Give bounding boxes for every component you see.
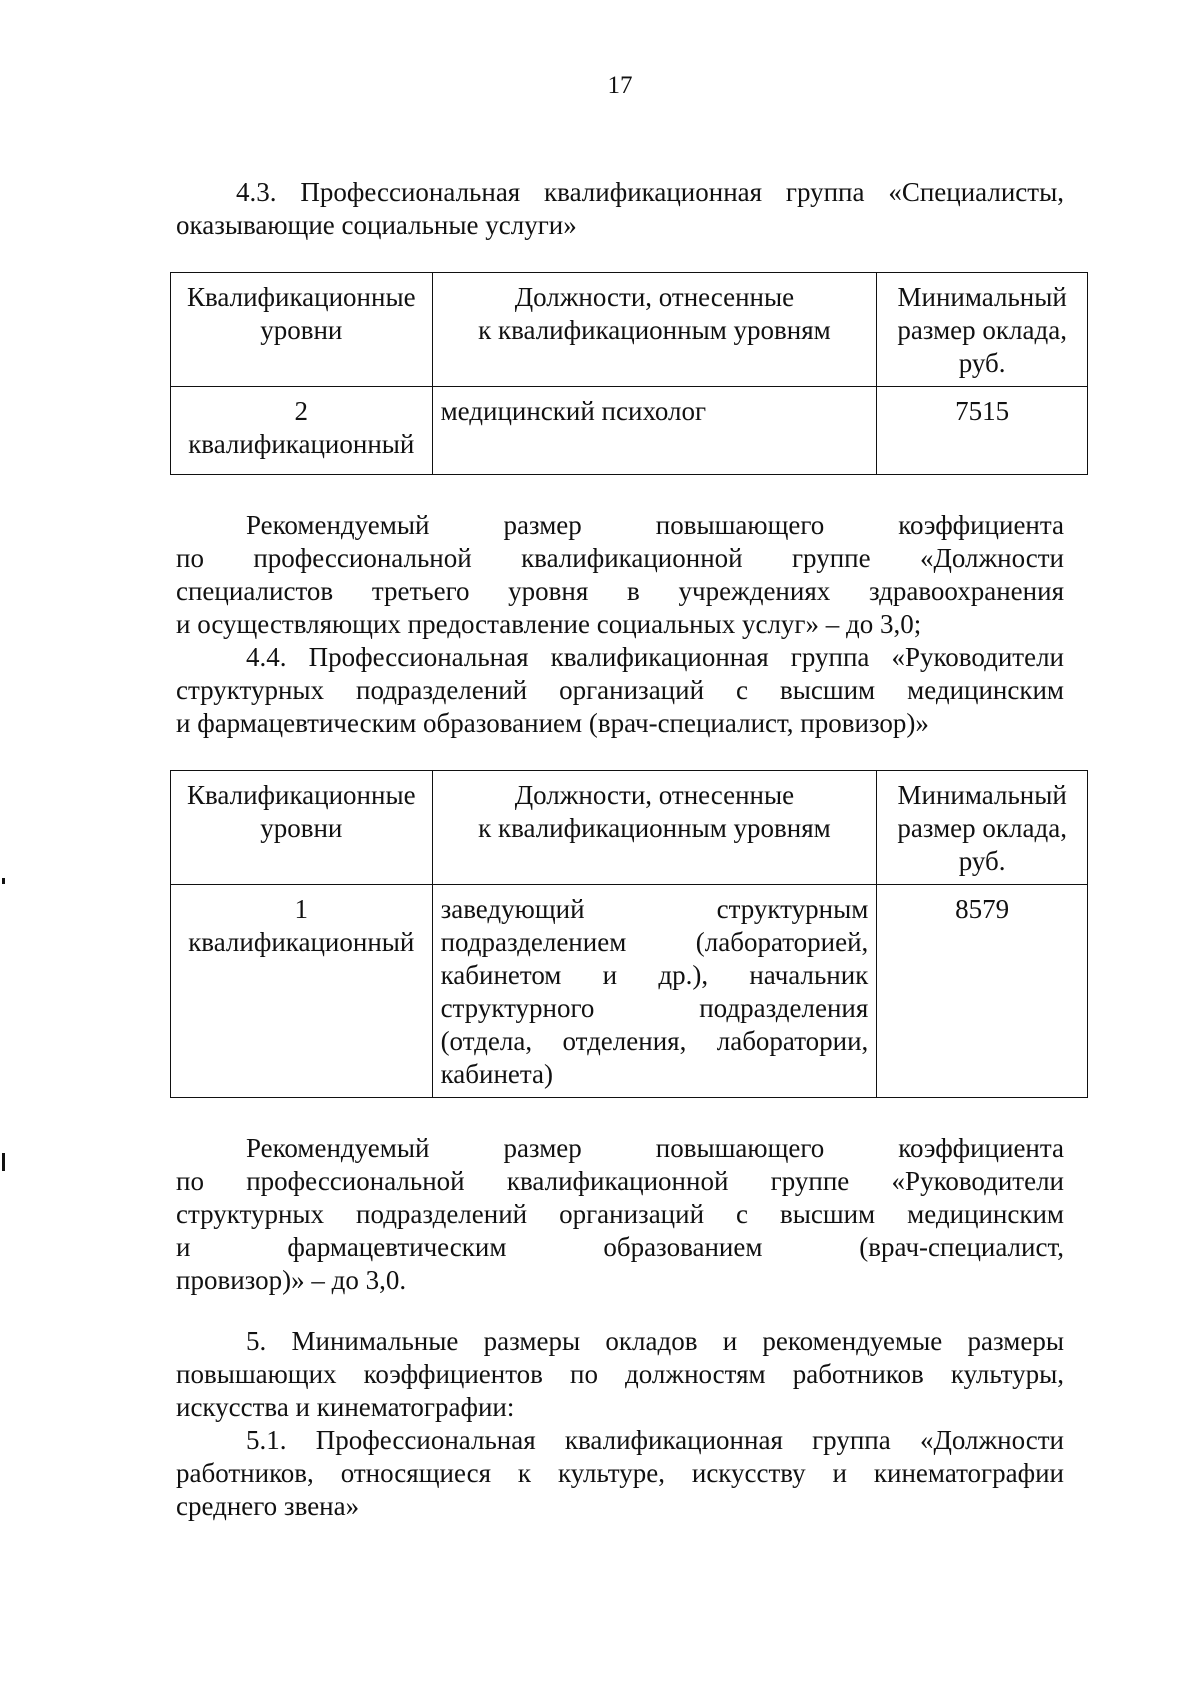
text-line: Рекомендуемый размер повышающего коэффициента	[246, 510, 1064, 540]
text-line: 4.4. Профессиональная квалификационная группа «Руководители	[246, 642, 1064, 672]
position-cell: медицинский психолог	[432, 387, 877, 475]
header-qualification-levels: Квалификационные уровни	[171, 273, 433, 387]
position-line: (отдела, отделения, лаборатории,	[440, 1026, 869, 1056]
level-number: 2	[294, 396, 309, 426]
text-line: специалистов третьего уровня в учреждениях здравоохранения	[176, 576, 1064, 606]
header-positions-line: Должности, отнесенные	[514, 780, 795, 810]
qualification-level-cell	[171, 885, 433, 1098]
salary-table-4-3	[170, 272, 1088, 475]
salary-cell: 7515	[877, 387, 1088, 475]
document-body	[176, 176, 1067, 1523]
position-line: кабинета)	[440, 1059, 553, 1089]
salary-cell: 8579	[877, 885, 1088, 1098]
header-positions	[432, 771, 877, 885]
position-line: заведующий структурным	[440, 894, 869, 924]
position-line: кабинетом и др.), начальник	[440, 960, 869, 990]
table-header-row	[171, 273, 1088, 387]
text-line: 5.1. Профессиональная квалификационная группа «Должности	[246, 1425, 1064, 1455]
scan-margin-mark	[2, 1153, 5, 1171]
position-cell	[432, 885, 877, 1098]
text-line: провизор)» – до 3,0.	[176, 1265, 407, 1295]
text-line: по профессиональной квалификационной группе «Руководители	[176, 1166, 1064, 1196]
position-line: подразделением (лабораторией,	[440, 927, 869, 957]
position-line: структурного подразделения	[440, 993, 869, 1023]
table-header-row	[171, 771, 1088, 885]
section-4-4-recommendation	[176, 1132, 1064, 1297]
text-line: и фармацевтическим образованием (врач-специалист,	[176, 1232, 1064, 1262]
header-positions	[432, 273, 877, 387]
text-line: и осуществляющих предоставление социальных услуг» – до 3,0;	[176, 609, 922, 639]
text-line: по профессиональной квалификационной группе «Должности	[176, 543, 1064, 573]
section-4-3-heading	[176, 176, 1064, 242]
header-positions-line: Должности, отнесенные	[514, 282, 795, 312]
header-min-salary: Минимальный размер оклада, руб.	[877, 771, 1088, 885]
text-line: структурных подразделений организаций с высшим медицинским	[176, 675, 1064, 705]
section-5-1-heading	[176, 1424, 1064, 1523]
level-word: квалификационный	[188, 429, 415, 459]
text-line: работников, относящиеся к культуре, искусству и кинематографии	[176, 1458, 1064, 1488]
text-line: Рекомендуемый размер повышающего коэффициента	[246, 1133, 1064, 1163]
qualification-level-cell	[171, 387, 433, 475]
text-line: повышающих коэффициентов по должностям работников культуры,	[176, 1359, 1064, 1389]
section-4-3-recommendation	[176, 509, 1064, 641]
header-positions-line: к квалификационным уровням	[478, 813, 831, 843]
header-qualification-levels: Квалификационные уровни	[171, 771, 433, 885]
table-row	[171, 387, 1088, 475]
section-5-paragraph	[176, 1325, 1064, 1424]
salary-table-4-4	[170, 770, 1088, 1098]
level-number: 1	[294, 894, 309, 924]
text-line: 4.3. Профессиональная квалификационная группа «Специалисты,	[236, 177, 1064, 207]
section-4-4-heading	[176, 641, 1064, 740]
page-number: 17	[607, 72, 633, 99]
text-line: структурных подразделений организаций с высшим медицинским	[176, 1199, 1064, 1229]
text-line: искусства и кинематографии:	[176, 1392, 515, 1422]
header-positions-line: к квалификационным уровням	[478, 315, 831, 345]
scan-margin-mark	[2, 878, 5, 884]
level-word: квалификационный	[188, 927, 415, 957]
text-line: и фармацевтическим образованием (врач-специалист, провизор)»	[176, 708, 929, 738]
table-row	[171, 885, 1088, 1098]
text-line: оказывающие социальные услуги»	[176, 210, 577, 240]
text-line: 5. Минимальные размеры окладов и рекомендуемые размеры	[246, 1326, 1064, 1356]
text-line: среднего звена»	[176, 1491, 360, 1521]
header-min-salary: Минимальный размер оклада, руб.	[877, 273, 1088, 387]
